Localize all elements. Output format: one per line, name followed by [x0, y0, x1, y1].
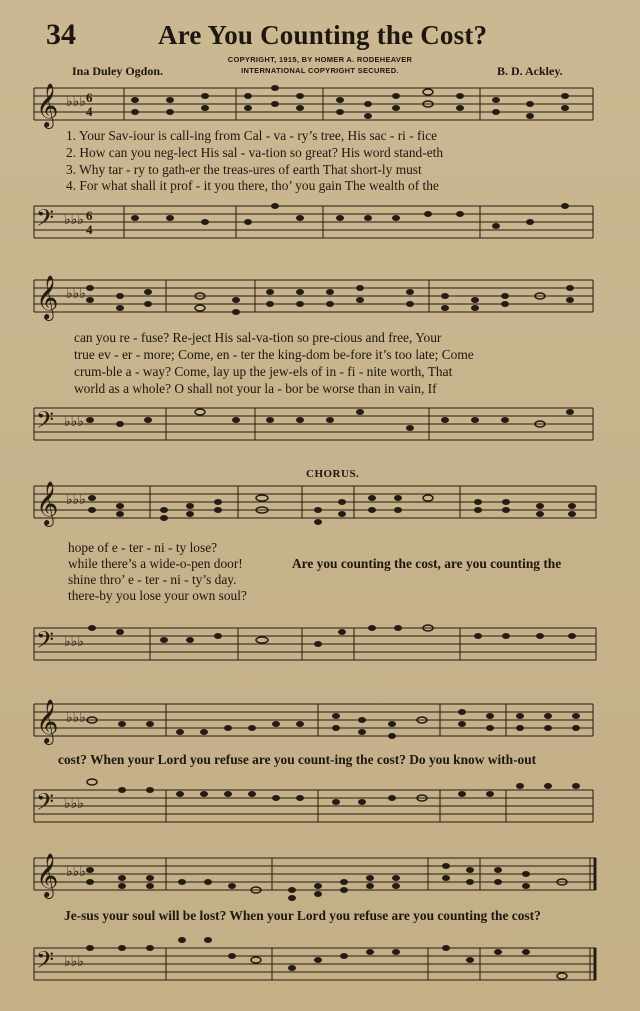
staff-system-1-bass: [0, 196, 640, 246]
system2-verse2: true ev - er - more; Come, en - ter the king-dom be-fore it’s too late; Come: [74, 347, 474, 362]
flat-signs-icon: ♭♭♭: [66, 95, 86, 110]
system2-verse3: crum-ble a - way? Come, lay up the jew-els of in - fi - nite worth, That: [74, 364, 453, 379]
svg-text:6: 6: [86, 208, 93, 223]
svg-text:♭♭♭: ♭♭♭: [66, 493, 86, 508]
system4-lyrics: cost? When your Lord you refuse are you count-ing the cost? Do you know with-out: [58, 752, 537, 767]
svg-text:♭♭♭: ♭♭♭: [64, 635, 84, 650]
lyricist: Ina Duley Ogdon.: [72, 64, 164, 78]
staff-system-1-treble: [0, 80, 640, 130]
svg-text:𝄢: 𝄢: [36, 628, 55, 659]
system2-verse1: can you re - fuse? Re-ject His sal-va-tion so pre-cious and free, Your: [74, 330, 442, 345]
copyright-line-1: COPYRIGHT, 1915, BY HOMER A. RODEHEAVER: [227, 55, 413, 64]
copyright-line-2: INTERNATIONAL COPYRIGHT SECURED.: [241, 66, 399, 75]
system3-verse1: hope of e - ter - ni - ty lose?: [68, 540, 218, 555]
system1-verse2: 2. How can you neg-lect His sal - va-tion so great? His word stand-eth: [66, 145, 444, 160]
svg-text:4: 4: [86, 222, 93, 237]
system1-verse3: 3. Why tar - ry to gath-er the treas-ures of earth That short-ly must: [66, 162, 422, 177]
staff-system-5-treble: [0, 850, 640, 902]
staff-system-3-bass: [0, 614, 640, 670]
svg-text:𝄢: 𝄢: [36, 790, 55, 821]
staff-system-2-bass: [0, 398, 640, 450]
system1-verse1: 1. Your Sav-iour is call-ing from Cal - va - ry’s tree, His sac - ri - fice: [66, 128, 438, 143]
treble-clef-icon: 𝄞: [36, 85, 59, 127]
composer: B. D. Ackley.: [497, 64, 563, 78]
staff-system-4-treble: [0, 696, 640, 748]
hymn-title: Are You Counting the Cost?: [158, 20, 488, 50]
staff-system-3-treble: [0, 478, 640, 530]
svg-text:4: 4: [86, 104, 93, 119]
svg-text:♭♭♭: ♭♭♭: [66, 287, 86, 302]
svg-text:𝄞: 𝄞: [36, 701, 59, 743]
staff-system-4-bass: [0, 772, 640, 834]
svg-text:♭♭♭: ♭♭♭: [66, 865, 86, 880]
svg-text:♭♭♭: ♭♭♭: [64, 955, 84, 970]
system3-verse4: there-by you lose your own soul?: [68, 588, 247, 603]
system3-verse2: while there’s a wide-o-pen door!: [68, 556, 243, 571]
svg-text:𝄞: 𝄞: [36, 277, 59, 319]
svg-text:♭♭♭: ♭♭♭: [64, 797, 84, 812]
svg-text:𝄞: 𝄞: [36, 483, 59, 525]
svg-text:𝄢: 𝄢: [36, 408, 55, 439]
svg-text:𝄞: 𝄞: [36, 855, 59, 897]
chorus-line-1: Are you counting the cost, are you counting the: [292, 556, 562, 571]
svg-text:♭♭♭: ♭♭♭: [66, 711, 86, 726]
system3-verse3: shine thro’ e - ter - ni - ty’s day.: [68, 572, 237, 587]
bass-clef-icon: 𝄢: [36, 206, 55, 237]
staff-system-5-bass: [0, 926, 640, 996]
svg-text:6: 6: [86, 90, 93, 105]
notes-group: [131, 85, 569, 119]
chorus-label: CHORUS.: [306, 468, 360, 480]
svg-text:𝄢: 𝄢: [36, 948, 55, 979]
system1-verse4: 4. For what shall it prof - it you there, tho’ you gain The wealth of the: [66, 178, 439, 193]
svg-text:♭♭♭: ♭♭♭: [64, 415, 84, 430]
system5-lyrics: Je-sus your soul will be lost? When your Lord you refuse are you counting the cost?: [64, 908, 541, 923]
hymn-number: 34: [46, 18, 76, 51]
staff-system-2-treble: [0, 272, 640, 322]
system2-verse4: world as a whole? O shall not your la - bor be worse than in vain, If: [74, 381, 437, 396]
flat-signs-icon: ♭♭♭: [64, 213, 84, 228]
